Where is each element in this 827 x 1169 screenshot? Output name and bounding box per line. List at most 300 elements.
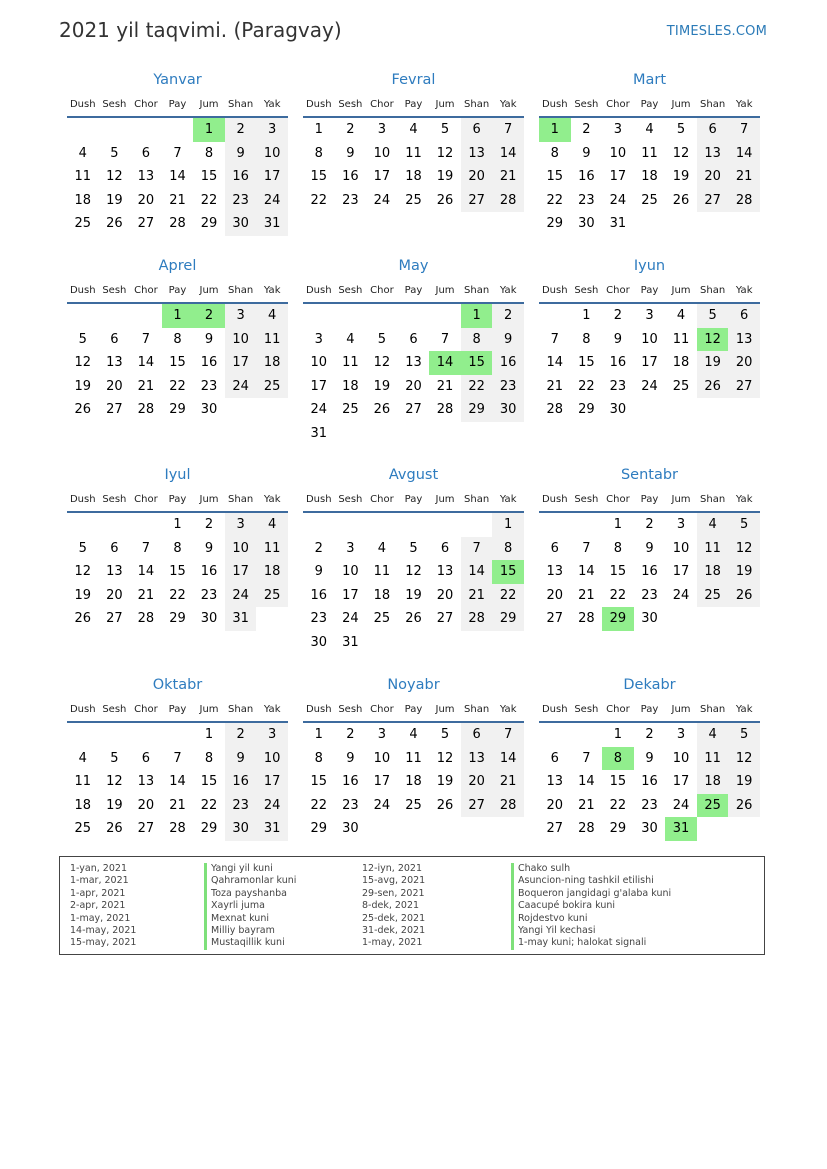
day-cell: 11 bbox=[256, 537, 288, 561]
day-cell: 18 bbox=[373, 587, 391, 603]
day-cell: 14 bbox=[492, 747, 524, 771]
weekday-label: Jum bbox=[435, 285, 455, 296]
day-cell: 22 bbox=[169, 378, 186, 394]
weekday-label: Dush bbox=[69, 704, 96, 715]
day-cell: 7 bbox=[492, 118, 524, 142]
holiday-day-cell: 14 bbox=[429, 351, 461, 375]
weekday-label: Pay bbox=[404, 494, 423, 505]
day-cell: 2 bbox=[204, 517, 214, 532]
day-cell: 17 bbox=[225, 351, 257, 375]
day-cell: 21 bbox=[137, 378, 155, 394]
weekday-label: Dush bbox=[69, 99, 96, 110]
day-cell: 15 bbox=[310, 169, 328, 185]
day-cell: 21 bbox=[137, 587, 155, 603]
day-cell: 19 bbox=[373, 378, 391, 394]
day-cell: 11 bbox=[74, 169, 92, 185]
day-cell: 12 bbox=[436, 145, 454, 161]
days-grid bbox=[67, 304, 288, 422]
day-cell: 7 bbox=[440, 331, 450, 347]
weekday-label: Pay bbox=[640, 494, 659, 505]
day-cell: 30 bbox=[492, 398, 524, 422]
day-cell: 20 bbox=[405, 378, 422, 394]
day-cell: 18 bbox=[405, 774, 422, 790]
day-cell: 10 bbox=[373, 750, 391, 766]
legend-holiday-name: Rojdestvo kuni bbox=[511, 913, 671, 925]
weekday-label: Sesh bbox=[102, 704, 127, 715]
weekday-label: Chor bbox=[134, 494, 158, 505]
day-cell: 4 bbox=[697, 723, 729, 747]
day-cell: 12 bbox=[728, 747, 760, 771]
day-cell: 24 bbox=[310, 402, 328, 418]
weekday-label: Pay bbox=[404, 704, 423, 715]
day-cell: 15 bbox=[310, 774, 328, 790]
weekday-label: Jum bbox=[671, 99, 691, 110]
day-cell: 8 bbox=[314, 145, 323, 161]
empty-cell bbox=[571, 723, 603, 747]
weekday-label: Sesh bbox=[338, 704, 363, 715]
day-cell: 27 bbox=[546, 611, 564, 627]
days-grid bbox=[67, 118, 288, 236]
day-cell: 4 bbox=[256, 304, 288, 328]
weekday-label: Chor bbox=[370, 285, 394, 296]
day-cell: 4 bbox=[78, 145, 87, 161]
day-cell: 10 bbox=[256, 747, 288, 771]
day-cell: 1 bbox=[173, 517, 182, 532]
day-cell: 23 bbox=[641, 587, 658, 603]
weekday-label: Dush bbox=[69, 494, 96, 505]
month-aprel bbox=[67, 258, 288, 422]
day-cell: 15 bbox=[169, 355, 186, 371]
day-cell: 28 bbox=[169, 821, 186, 837]
day-cell: 8 bbox=[314, 750, 323, 766]
holiday-day-cell: 1 bbox=[461, 304, 493, 328]
month-sentabr bbox=[539, 467, 760, 631]
day-cell: 19 bbox=[106, 192, 123, 208]
weekday-label: Dush bbox=[305, 285, 332, 296]
legend-date: 15-avg, 2021 bbox=[362, 875, 426, 887]
weekday-label: Yak bbox=[263, 285, 281, 296]
day-cell: 22 bbox=[200, 797, 218, 813]
day-cell: 27 bbox=[106, 611, 123, 627]
weekday-label: Chor bbox=[370, 99, 394, 110]
day-cell: 3 bbox=[225, 304, 257, 328]
day-cell: 1 bbox=[492, 513, 524, 537]
weekday-label: Yak bbox=[263, 704, 281, 715]
weekday-label: Shan bbox=[464, 285, 490, 296]
day-cell: 5 bbox=[440, 727, 450, 742]
day-cell: 9 bbox=[346, 145, 355, 161]
day-cell: 13 bbox=[546, 564, 564, 580]
day-cell: 15 bbox=[169, 564, 186, 580]
day-cell: 4 bbox=[645, 122, 654, 137]
day-cell: 9 bbox=[645, 540, 654, 556]
page-title: 2021 yil taqvimi. (Paragvay) bbox=[59, 18, 342, 42]
day-cell: 24 bbox=[225, 584, 257, 608]
legend-dates-col-1 bbox=[70, 863, 136, 950]
weekday-label: Dush bbox=[305, 99, 332, 110]
day-cell: 13 bbox=[461, 142, 493, 166]
empty-cell bbox=[99, 723, 131, 747]
day-cell: 30 bbox=[641, 611, 658, 627]
day-cell: 12 bbox=[436, 750, 454, 766]
brand-link[interactable]: TIMESLES.COM bbox=[666, 24, 767, 39]
day-cell: 19 bbox=[728, 770, 760, 794]
month-name: Avgust bbox=[388, 467, 439, 483]
weekday-label: Shan bbox=[700, 494, 726, 505]
day-cell: 15 bbox=[609, 774, 627, 790]
month-name: Iyul bbox=[164, 467, 191, 483]
day-cell: 5 bbox=[78, 540, 87, 556]
day-cell: 23 bbox=[342, 192, 359, 208]
weekday-label: Chor bbox=[134, 99, 158, 110]
day-cell: 16 bbox=[225, 165, 257, 189]
day-cell: 25 bbox=[641, 192, 658, 208]
weekday-label: Jum bbox=[671, 704, 691, 715]
day-cell: 7 bbox=[550, 331, 559, 347]
weekday-label: Jum bbox=[671, 494, 691, 505]
day-cell: 14 bbox=[578, 774, 595, 790]
day-cell: 7 bbox=[141, 540, 151, 556]
month-iyun bbox=[539, 258, 760, 422]
day-cell: 24 bbox=[672, 797, 690, 813]
weekday-label: Sesh bbox=[102, 285, 127, 296]
day-cell: 17 bbox=[342, 587, 359, 603]
day-cell: 5 bbox=[728, 723, 760, 747]
day-cell: 13 bbox=[697, 142, 729, 166]
day-cell: 23 bbox=[225, 794, 257, 818]
day-cell: 18 bbox=[697, 770, 729, 794]
weekday-header bbox=[67, 699, 288, 723]
day-cell: 24 bbox=[672, 587, 690, 603]
day-cell: 10 bbox=[641, 331, 658, 347]
day-cell: 8 bbox=[613, 540, 623, 556]
day-cell: 8 bbox=[204, 750, 214, 766]
day-cell: 21 bbox=[492, 770, 524, 794]
weekday-label: Pay bbox=[640, 99, 659, 110]
holiday-day-cell: 1 bbox=[193, 118, 225, 142]
day-cell: 29 bbox=[310, 821, 328, 837]
day-cell: 23 bbox=[310, 611, 328, 627]
day-cell: 10 bbox=[225, 328, 257, 352]
day-cell: 26 bbox=[697, 375, 729, 399]
legend-holiday-name: Yangi yil kuni bbox=[204, 863, 296, 875]
day-cell: 7 bbox=[728, 118, 760, 142]
day-cell: 28 bbox=[137, 402, 155, 418]
day-cell: 16 bbox=[200, 355, 218, 371]
day-cell: 18 bbox=[74, 797, 92, 813]
day-cell: 27 bbox=[106, 402, 123, 418]
day-cell: 27 bbox=[436, 611, 454, 627]
legend-names-col-1 bbox=[204, 863, 296, 950]
day-cell: 11 bbox=[342, 355, 359, 371]
weekday-label: Shan bbox=[228, 99, 254, 110]
day-cell: 16 bbox=[641, 564, 658, 580]
day-cell: 16 bbox=[200, 564, 218, 580]
day-cell: 18 bbox=[74, 192, 92, 208]
day-cell: 24 bbox=[342, 611, 359, 627]
day-cell: 19 bbox=[728, 560, 760, 584]
day-cell: 27 bbox=[137, 821, 155, 837]
day-cell: 8 bbox=[461, 328, 493, 352]
weekday-header bbox=[67, 489, 288, 513]
day-cell: 20 bbox=[436, 587, 454, 603]
day-cell: 6 bbox=[440, 540, 450, 556]
day-cell: 22 bbox=[609, 587, 627, 603]
month-iyul bbox=[67, 467, 288, 631]
days-grid bbox=[303, 723, 524, 841]
day-cell: 25 bbox=[697, 584, 729, 608]
holiday-day-cell: 12 bbox=[697, 328, 729, 352]
day-cell: 28 bbox=[492, 794, 524, 818]
month-name: May bbox=[398, 258, 429, 274]
day-cell: 2 bbox=[645, 727, 654, 742]
day-cell: 24 bbox=[373, 192, 391, 208]
legend-date: 1-apr, 2021 bbox=[70, 887, 126, 899]
day-cell: 5 bbox=[676, 122, 686, 137]
empty-cell bbox=[461, 513, 493, 537]
day-cell: 20 bbox=[461, 165, 493, 189]
day-cell: 31 bbox=[256, 212, 288, 236]
day-cell: 6 bbox=[461, 723, 493, 747]
day-cell: 19 bbox=[436, 169, 454, 185]
day-cell: 26 bbox=[373, 402, 391, 418]
day-cell: 20 bbox=[461, 770, 493, 794]
weekday-label: Chor bbox=[606, 704, 630, 715]
empty-cell bbox=[130, 304, 162, 328]
day-cell: 11 bbox=[405, 750, 422, 766]
empty-cell bbox=[130, 723, 162, 747]
day-cell: 31 bbox=[310, 425, 328, 441]
day-cell: 21 bbox=[578, 587, 595, 603]
day-cell: 25 bbox=[256, 375, 288, 399]
day-cell: 26 bbox=[436, 797, 454, 813]
day-cell: 22 bbox=[310, 192, 328, 208]
day-cell: 16 bbox=[342, 169, 359, 185]
day-cell: 1 bbox=[613, 727, 623, 742]
day-cell: 20 bbox=[106, 587, 123, 603]
holiday-day-cell: 1 bbox=[539, 118, 571, 142]
day-cell: 8 bbox=[550, 145, 559, 161]
day-cell: 21 bbox=[436, 378, 454, 394]
weekday-label: Sesh bbox=[338, 285, 363, 296]
weekday-header bbox=[539, 94, 760, 118]
day-cell: 3 bbox=[256, 723, 288, 747]
day-cell: 7 bbox=[461, 537, 493, 561]
day-cell: 30 bbox=[200, 402, 218, 418]
day-cell: 10 bbox=[373, 145, 391, 161]
empty-cell bbox=[429, 513, 461, 537]
legend-date: 25-dek, 2021 bbox=[362, 912, 426, 924]
day-cell: 11 bbox=[672, 331, 690, 347]
empty-cell bbox=[429, 304, 461, 328]
day-cell: 22 bbox=[546, 192, 564, 208]
weekday-label: Yak bbox=[735, 285, 753, 296]
weekday-label: Sesh bbox=[574, 494, 599, 505]
day-cell: 3 bbox=[256, 118, 288, 142]
day-cell: 6 bbox=[550, 750, 559, 766]
day-cell: 26 bbox=[74, 611, 92, 627]
day-cell: 14 bbox=[137, 564, 155, 580]
day-cell: 27 bbox=[461, 189, 493, 213]
day-cell: 5 bbox=[697, 304, 729, 328]
weekday-label: Jum bbox=[199, 704, 219, 715]
day-cell: 21 bbox=[578, 797, 595, 813]
days-grid bbox=[67, 723, 288, 841]
day-cell: 21 bbox=[492, 165, 524, 189]
empty-cell bbox=[539, 513, 571, 537]
weekday-label: Shan bbox=[228, 704, 254, 715]
day-cell: 7 bbox=[582, 750, 591, 766]
day-cell: 6 bbox=[697, 118, 729, 142]
holiday-day-cell: 29 bbox=[602, 607, 634, 631]
day-cell: 20 bbox=[546, 587, 564, 603]
legend-holiday-name: Asuncion-ning tashkil etilishi bbox=[511, 875, 671, 887]
day-cell: 1 bbox=[582, 308, 591, 323]
day-cell: 29 bbox=[609, 821, 627, 837]
day-cell: 8 bbox=[582, 331, 591, 347]
day-cell: 25 bbox=[256, 584, 288, 608]
empty-cell bbox=[303, 513, 335, 537]
day-cell: 22 bbox=[609, 797, 627, 813]
day-cell: 4 bbox=[409, 727, 418, 742]
weekday-label: Sesh bbox=[338, 494, 363, 505]
empty-cell bbox=[335, 513, 367, 537]
day-cell: 18 bbox=[697, 560, 729, 584]
weekday-label: Dush bbox=[305, 704, 332, 715]
weekday-label: Yak bbox=[499, 285, 517, 296]
day-cell: 30 bbox=[225, 212, 257, 236]
weekday-label: Sesh bbox=[102, 494, 127, 505]
day-cell: 16 bbox=[310, 587, 328, 603]
day-cell: 29 bbox=[578, 402, 595, 418]
month-may bbox=[303, 258, 524, 446]
weekday-label: Shan bbox=[464, 99, 490, 110]
day-cell: 2 bbox=[582, 122, 591, 137]
day-cell: 10 bbox=[310, 355, 328, 371]
day-cell: 13 bbox=[546, 774, 564, 790]
month-mart bbox=[539, 72, 760, 236]
legend-holiday-name: Chako sulh bbox=[511, 863, 671, 875]
day-cell: 27 bbox=[405, 402, 422, 418]
weekday-label: Chor bbox=[134, 704, 158, 715]
day-cell: 13 bbox=[137, 774, 155, 790]
day-cell: 19 bbox=[672, 169, 690, 185]
day-cell: 25 bbox=[342, 402, 359, 418]
holiday-day-cell: 2 bbox=[193, 304, 225, 328]
weekday-header bbox=[303, 280, 524, 304]
month-name: Oktabr bbox=[152, 677, 203, 693]
day-cell: 4 bbox=[256, 513, 288, 537]
day-cell: 26 bbox=[106, 821, 123, 837]
legend-holiday-name: Mexnat kuni bbox=[204, 913, 296, 925]
day-cell: 14 bbox=[546, 355, 564, 371]
day-cell: 3 bbox=[676, 517, 686, 532]
day-cell: 27 bbox=[546, 821, 564, 837]
empty-cell bbox=[335, 304, 367, 328]
day-cell: 13 bbox=[405, 355, 422, 371]
day-cell: 17 bbox=[373, 774, 391, 790]
day-cell: 30 bbox=[225, 817, 257, 841]
legend-date: 15-may, 2021 bbox=[70, 937, 137, 949]
day-cell: 6 bbox=[461, 118, 493, 142]
empty-cell bbox=[162, 118, 194, 142]
empty-cell bbox=[67, 723, 99, 747]
day-cell: 29 bbox=[461, 398, 493, 422]
day-cell: 17 bbox=[641, 355, 658, 371]
day-cell: 1 bbox=[613, 517, 623, 532]
legend-date: 12-iyn, 2021 bbox=[362, 863, 423, 874]
day-cell: 9 bbox=[645, 750, 654, 766]
day-cell: 22 bbox=[461, 375, 493, 399]
day-cell: 5 bbox=[409, 540, 418, 556]
day-cell: 2 bbox=[346, 727, 355, 742]
day-cell: 24 bbox=[373, 797, 391, 813]
weekday-label: Jum bbox=[671, 285, 691, 296]
day-cell: 11 bbox=[697, 537, 729, 561]
day-cell: 17 bbox=[256, 165, 288, 189]
day-cell: 26 bbox=[405, 611, 422, 627]
holiday-day-cell: 25 bbox=[697, 794, 729, 818]
legend-date: 1-may, 2021 bbox=[70, 912, 131, 924]
day-cell: 15 bbox=[609, 564, 627, 580]
day-cell: 27 bbox=[137, 216, 155, 232]
day-cell: 30 bbox=[578, 216, 595, 232]
weekday-label: Dush bbox=[541, 99, 568, 110]
day-cell: 30 bbox=[200, 611, 218, 627]
empty-cell bbox=[303, 304, 335, 328]
month-name: Fevral bbox=[391, 72, 436, 88]
weekday-label: Chor bbox=[370, 704, 394, 715]
day-cell: 13 bbox=[106, 564, 123, 580]
weekday-label: Shan bbox=[228, 494, 254, 505]
day-cell: 3 bbox=[225, 513, 257, 537]
day-cell: 21 bbox=[169, 192, 186, 208]
legend-names-col-2 bbox=[511, 863, 671, 950]
day-cell: 11 bbox=[74, 774, 92, 790]
day-cell: 25 bbox=[74, 821, 92, 837]
day-cell: 28 bbox=[137, 611, 155, 627]
day-cell: 21 bbox=[169, 797, 186, 813]
weekday-label: Shan bbox=[464, 494, 490, 505]
weekday-label: Pay bbox=[168, 494, 187, 505]
day-cell: 1 bbox=[314, 727, 323, 742]
day-cell: 19 bbox=[74, 378, 92, 394]
day-cell: 8 bbox=[173, 540, 182, 556]
day-cell: 27 bbox=[461, 794, 493, 818]
day-cell: 14 bbox=[169, 774, 186, 790]
legend-date: 29-sen, 2021 bbox=[362, 887, 425, 899]
day-cell: 5 bbox=[377, 331, 387, 347]
day-cell: 16 bbox=[641, 774, 658, 790]
weekday-label: Pay bbox=[640, 285, 659, 296]
empty-cell bbox=[539, 304, 571, 328]
day-cell: 15 bbox=[578, 355, 595, 371]
day-cell: 23 bbox=[492, 375, 524, 399]
weekday-label: Yak bbox=[263, 494, 281, 505]
day-cell: 30 bbox=[641, 821, 658, 837]
day-cell: 22 bbox=[492, 584, 524, 608]
day-cell: 29 bbox=[200, 821, 218, 837]
day-cell: 28 bbox=[436, 402, 454, 418]
days-grid bbox=[539, 723, 760, 841]
month-name: Aprel bbox=[158, 258, 197, 274]
day-cell: 4 bbox=[697, 513, 729, 537]
day-cell: 16 bbox=[578, 169, 595, 185]
day-cell: 20 bbox=[546, 797, 564, 813]
weekday-label: Dush bbox=[69, 285, 96, 296]
weekday-label: Pay bbox=[404, 285, 423, 296]
empty-cell bbox=[67, 513, 99, 537]
